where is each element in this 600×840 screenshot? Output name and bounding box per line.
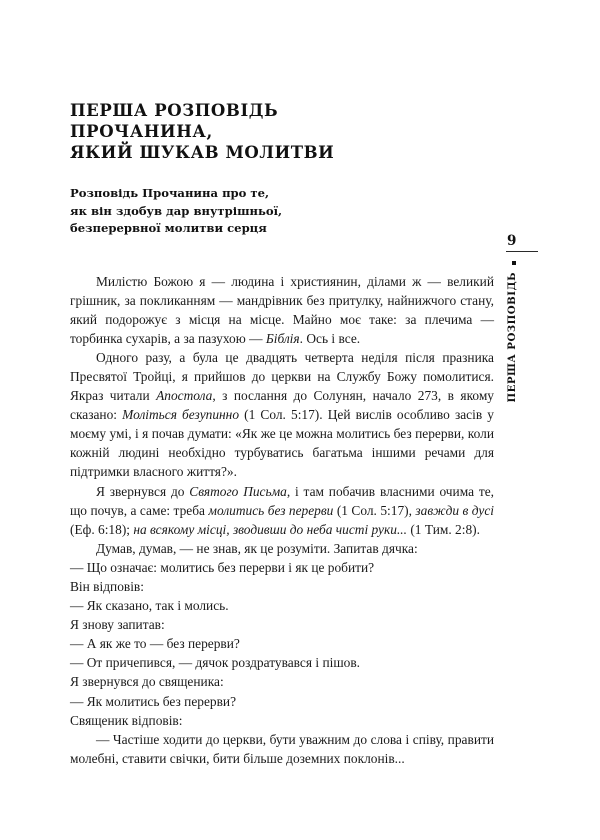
dialogue-line: Думав, думав, — не знав, як це розуміти. Запитав дячка:: [96, 540, 418, 556]
paragraph-3-italic-scripture: Святого Письма: [189, 483, 287, 499]
chapter-subtitle-line-1: Розповідь Прочанина про те,: [70, 186, 270, 200]
paragraph-2-italic-quote: Моліться безупинно: [122, 407, 240, 423]
chapter-subtitle: [70, 185, 370, 238]
paragraph-2-text-a: Одного разу, а була це двадцять четверта неділя після празника Пресвятої Тройці, я прийшов до церкви на Службу Божу помолитися. Якраз читали: [70, 349, 494, 404]
paragraph-2-text-b: , з послання до Солунян, начало 273, в якому сказано:: [70, 388, 494, 423]
paragraph-1-text-b: . Ось і все.: [299, 330, 361, 346]
dialogue-line: Священик відповів:: [70, 712, 183, 728]
paragraph-2: [70, 348, 494, 482]
dialogue-line: — Що означає: молитись без перерви і як це робити?: [70, 559, 375, 575]
paragraph-1-italic-bible: Біблія: [265, 330, 300, 346]
dialogue-line: — От причепився, — дячок роздратувався і пішов.: [70, 655, 361, 671]
paragraph-2-italic-apostol: Апостола: [156, 388, 213, 404]
dialogue-line: — А як же то — без перерви?: [70, 636, 240, 652]
paragraph-3-italic-quote-1: молитись без перерви: [208, 502, 334, 518]
square-bullet-icon: [512, 261, 516, 265]
paragraph-3-text-c: (1 Сол. 5:17),: [333, 502, 416, 518]
paragraph-3-text-d: (Еф. 6:18);: [70, 521, 134, 537]
text-column: [70, 100, 494, 768]
chapter-title-line-1: ПЕРША РОЗПОВІДЬ ПРОЧАНИНА,: [70, 101, 279, 141]
paragraph-3-text-a: Я звернувся до: [96, 483, 190, 499]
chapter-title-line-2: ЯКИЙ ШУКАВ МОЛИТВИ: [70, 143, 335, 162]
paragraph-3-text-e: (1 Тим. 2:8).: [407, 521, 480, 537]
paragraph-1-text-a: Милістю Божою я — людина і християнин, ділами ж — великий грішник, за покликанням — мандрівник без притулку, найнижчого стану, який подорожує з місця на місце. Майно моє таке: за плечима — торбинка сухарів, а за пазухою —: [70, 273, 494, 346]
margin-running-head: [505, 234, 545, 403]
paragraph-3-text-b: , і там побачив власними очима те, що почув, а саме: треба: [70, 483, 494, 518]
folio-divider: [506, 251, 538, 252]
paragraph-3-italic-quote-3: на всякому місці, зводивши до неба чисті руки...: [133, 521, 407, 537]
dialogue-line-last: — Частіше ходити до церкви, бути уважним до слова і співу, правити молебні, ставити свічки, бити більше доземних поклонів...: [70, 731, 494, 766]
paragraph-2-text-c: (1 Сол. 5:17). Цей вислів особливо засів у моєму умі, і я почав думати: «Як же це можна молитись без перерви, коли кожній людині необхідно турбуватись багатьма іншими речами для підтримки власного життя?».: [70, 407, 494, 480]
page-title: [70, 100, 400, 163]
page-number: 9: [507, 233, 517, 249]
chapter-subtitle-line-2: як він здобув дар внутрішньої,: [70, 203, 283, 218]
chapter-subtitle-line-3: безперервної молитви серця: [70, 221, 267, 235]
dialogue-line: Я знову запитав:: [70, 617, 165, 633]
dialogue-line: — Як молитись без перерви?: [70, 693, 237, 709]
paragraph-3-italic-quote-2: завжди в дусі: [415, 502, 494, 518]
dialogue-line: — Як сказано, так і молись.: [70, 598, 229, 614]
running-head-text: ПЕРША РОЗПОВІДЬ: [506, 272, 518, 403]
paragraph-1: [70, 272, 494, 348]
dialogue-line: Він відповів:: [70, 579, 144, 594]
paragraph-3: [70, 482, 494, 539]
dialogue-line: Я звернувся до священика:: [70, 674, 224, 690]
